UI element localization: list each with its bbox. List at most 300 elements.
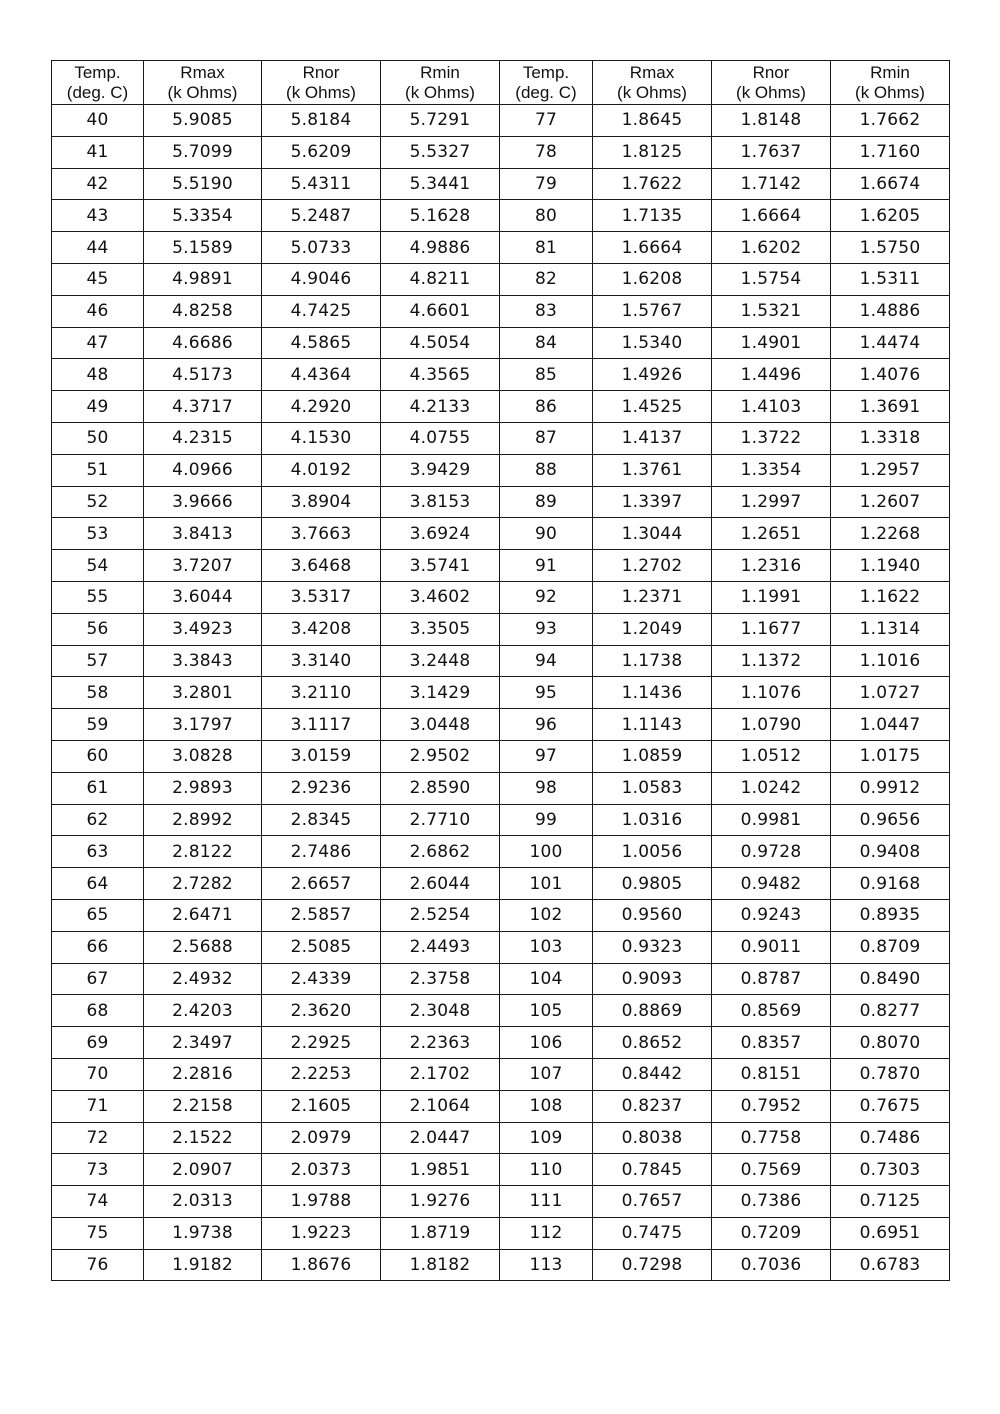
rnor-cell: 1.2316	[712, 550, 831, 582]
rmin-cell: 1.5311	[831, 263, 950, 295]
temp-cell: 41	[52, 136, 144, 168]
rnor-cell: 5.0733	[262, 232, 381, 264]
temp-cell: 66	[52, 931, 144, 963]
table-row	[52, 1154, 950, 1186]
rmax-cell: 5.9085	[144, 105, 262, 137]
rnor-cell: 0.7758	[712, 1122, 831, 1154]
rmin-cell: 0.9168	[831, 868, 950, 900]
rnor-cell: 1.0242	[712, 772, 831, 804]
rmax-cell: 2.5688	[144, 931, 262, 963]
rmin-header-left	[381, 61, 500, 105]
table-row	[52, 677, 950, 709]
table-row	[52, 454, 950, 486]
temp-cell: 99	[500, 804, 593, 836]
rmin-cell: 1.2268	[831, 518, 950, 550]
temp-cell: 49	[52, 391, 144, 423]
table-row	[52, 518, 950, 550]
temp-cell: 48	[52, 359, 144, 391]
rmin-cell: 2.3758	[381, 963, 500, 995]
rmin-cell: 0.6783	[831, 1249, 950, 1281]
temp-cell: 54	[52, 550, 144, 582]
table-row	[52, 1090, 950, 1122]
temp-cell: 109	[500, 1122, 593, 1154]
column-header-unit: (deg. C)	[515, 82, 577, 102]
rmin-cell: 4.6601	[381, 295, 500, 327]
rmax-cell: 2.0313	[144, 1186, 262, 1218]
rmax-cell: 1.0316	[593, 804, 712, 836]
rnor-cell: 2.3620	[262, 995, 381, 1027]
temp-cell: 62	[52, 804, 144, 836]
rmax-cell: 1.4137	[593, 422, 712, 454]
temp-cell: 47	[52, 327, 144, 359]
column-header-unit: (k Ohms)	[736, 82, 806, 102]
temp-cell: 110	[500, 1154, 593, 1186]
rnor-cell: 1.0512	[712, 740, 831, 772]
temp-cell: 59	[52, 709, 144, 741]
rmax-cell: 1.8645	[593, 105, 712, 137]
table-row	[52, 295, 950, 327]
rmax-cell: 3.3843	[144, 645, 262, 677]
rmax-cell: 0.7475	[593, 1217, 712, 1249]
rnor-cell: 0.9728	[712, 836, 831, 868]
rnor-cell: 1.3354	[712, 454, 831, 486]
rnor-cell: 0.9243	[712, 899, 831, 931]
rmax-cell: 5.5190	[144, 168, 262, 200]
rmin-cell: 0.9912	[831, 772, 950, 804]
rmin-cell: 3.6924	[381, 518, 500, 550]
rmax-cell: 1.3397	[593, 486, 712, 518]
rmin-cell: 1.2607	[831, 486, 950, 518]
rmax-cell: 2.0907	[144, 1154, 262, 1186]
rmax-cell: 3.8413	[144, 518, 262, 550]
temp-cell: 69	[52, 1027, 144, 1059]
rnor-cell: 5.8184	[262, 105, 381, 137]
rmin-cell: 0.9656	[831, 804, 950, 836]
rmin-cell: 0.8490	[831, 963, 950, 995]
rnor-cell: 3.7663	[262, 518, 381, 550]
rmax-cell: 1.7622	[593, 168, 712, 200]
rnor-cell: 1.0790	[712, 709, 831, 741]
rnor-cell: 1.8676	[262, 1249, 381, 1281]
table-row	[52, 1122, 950, 1154]
rmax-cell: 2.8122	[144, 836, 262, 868]
rmax-cell: 1.7135	[593, 200, 712, 232]
rmax-cell: 1.9738	[144, 1217, 262, 1249]
rmax-cell: 2.1522	[144, 1122, 262, 1154]
table-row	[52, 613, 950, 645]
temp-cell: 103	[500, 931, 593, 963]
rnor-cell: 5.4311	[262, 168, 381, 200]
rmax-cell: 2.2816	[144, 1058, 262, 1090]
column-header-unit: (k Ohms)	[286, 82, 356, 102]
temp-cell: 106	[500, 1027, 593, 1059]
rnor-cell: 3.8904	[262, 486, 381, 518]
rnor-cell: 2.8345	[262, 804, 381, 836]
rnor-cell: 1.1677	[712, 613, 831, 645]
rmax-cell: 2.4932	[144, 963, 262, 995]
rmin-cell: 4.2133	[381, 391, 500, 423]
rmax-cell: 3.4923	[144, 613, 262, 645]
temp-cell: 65	[52, 899, 144, 931]
rnor-header-right	[712, 61, 831, 105]
rmax-cell: 3.9666	[144, 486, 262, 518]
table-row	[52, 200, 950, 232]
rnor-header-left	[262, 61, 381, 105]
rmin-cell: 1.7160	[831, 136, 950, 168]
rmin-cell: 3.1429	[381, 677, 500, 709]
rnor-cell: 0.8787	[712, 963, 831, 995]
rmin-cell: 2.4493	[381, 931, 500, 963]
temp-cell: 82	[500, 263, 593, 295]
rmax-cell: 1.2702	[593, 550, 712, 582]
rmax-cell: 1.2049	[593, 613, 712, 645]
rnor-cell: 4.0192	[262, 454, 381, 486]
temp-cell: 113	[500, 1249, 593, 1281]
table-row	[52, 581, 950, 613]
rmin-cell: 1.0727	[831, 677, 950, 709]
rmin-cell: 2.0447	[381, 1122, 500, 1154]
table-row	[52, 232, 950, 264]
temp-cell: 72	[52, 1122, 144, 1154]
rmin-header-right	[831, 61, 950, 105]
rmin-cell: 1.1314	[831, 613, 950, 645]
rmax-cell: 2.2158	[144, 1090, 262, 1122]
table-row	[52, 168, 950, 200]
rmax-cell: 1.2371	[593, 581, 712, 613]
temp-cell: 101	[500, 868, 593, 900]
rnor-cell: 4.9046	[262, 263, 381, 295]
temp-header-left	[52, 61, 144, 105]
rmin-cell: 1.4886	[831, 295, 950, 327]
rmax-cell: 1.5340	[593, 327, 712, 359]
rmin-cell: 0.7675	[831, 1090, 950, 1122]
table-row	[52, 1249, 950, 1281]
rmax-cell: 1.1738	[593, 645, 712, 677]
rmin-cell: 3.5741	[381, 550, 500, 582]
temp-cell: 74	[52, 1186, 144, 1218]
rmax-cell: 0.8038	[593, 1122, 712, 1154]
temp-cell: 52	[52, 486, 144, 518]
rmax-cell: 1.6664	[593, 232, 712, 264]
rmax-cell: 0.9805	[593, 868, 712, 900]
table-row	[52, 136, 950, 168]
rnor-cell: 1.9788	[262, 1186, 381, 1218]
rmin-cell: 2.1702	[381, 1058, 500, 1090]
rmin-cell: 2.1064	[381, 1090, 500, 1122]
rnor-cell: 3.1117	[262, 709, 381, 741]
column-header-unit: (k Ohms)	[617, 82, 687, 102]
rmax-cell: 1.0583	[593, 772, 712, 804]
rmin-cell: 0.8070	[831, 1027, 950, 1059]
table-row	[52, 772, 950, 804]
temp-cell: 51	[52, 454, 144, 486]
rnor-cell: 2.5857	[262, 899, 381, 931]
rmin-cell: 0.7486	[831, 1122, 950, 1154]
rmin-cell: 5.5327	[381, 136, 500, 168]
rnor-cell: 3.2110	[262, 677, 381, 709]
rmax-cell: 3.7207	[144, 550, 262, 582]
temp-cell: 80	[500, 200, 593, 232]
rmax-cell: 0.7657	[593, 1186, 712, 1218]
rmax-cell: 0.8442	[593, 1058, 712, 1090]
rmax-cell: 2.4203	[144, 995, 262, 1027]
temp-cell: 76	[52, 1249, 144, 1281]
rmax-cell: 1.9182	[144, 1249, 262, 1281]
table-row	[52, 709, 950, 741]
rmin-cell: 1.9851	[381, 1154, 500, 1186]
rmin-cell: 0.8935	[831, 899, 950, 931]
temp-cell: 73	[52, 1154, 144, 1186]
temp-cell: 46	[52, 295, 144, 327]
rmax-cell: 0.7845	[593, 1154, 712, 1186]
temp-cell: 79	[500, 168, 593, 200]
temp-cell: 104	[500, 963, 593, 995]
rnor-cell: 1.5754	[712, 263, 831, 295]
temp-cell: 83	[500, 295, 593, 327]
temp-cell: 70	[52, 1058, 144, 1090]
temp-cell: 112	[500, 1217, 593, 1249]
table-row	[52, 899, 950, 931]
table-row	[52, 105, 950, 137]
table-row	[52, 1027, 950, 1059]
resistance-temperature-table	[51, 60, 950, 1281]
table-row	[52, 422, 950, 454]
temp-cell: 108	[500, 1090, 593, 1122]
rnor-cell: 0.7386	[712, 1186, 831, 1218]
rmin-cell: 1.1016	[831, 645, 950, 677]
rmin-cell: 1.9276	[381, 1186, 500, 1218]
rmax-header-right	[593, 61, 712, 105]
rnor-cell: 2.1605	[262, 1090, 381, 1122]
rnor-cell: 1.7142	[712, 168, 831, 200]
rnor-cell: 2.5085	[262, 931, 381, 963]
rmax-cell: 1.0056	[593, 836, 712, 868]
rmax-cell: 0.9323	[593, 931, 712, 963]
rnor-cell: 0.7209	[712, 1217, 831, 1249]
rnor-cell: 4.5865	[262, 327, 381, 359]
rmax-header-left	[144, 61, 262, 105]
table-header	[52, 61, 950, 105]
temp-cell: 91	[500, 550, 593, 582]
rmin-cell: 0.9408	[831, 836, 950, 868]
rnor-cell: 1.5321	[712, 295, 831, 327]
temp-cell: 57	[52, 645, 144, 677]
rnor-cell: 0.7952	[712, 1090, 831, 1122]
table-row	[52, 963, 950, 995]
rnor-cell: 1.3722	[712, 422, 831, 454]
table-row	[52, 327, 950, 359]
temp-cell: 94	[500, 645, 593, 677]
rmin-cell: 0.7870	[831, 1058, 950, 1090]
rmin-cell: 2.2363	[381, 1027, 500, 1059]
rnor-cell: 4.7425	[262, 295, 381, 327]
rmin-cell: 5.1628	[381, 200, 500, 232]
temp-cell: 86	[500, 391, 593, 423]
temp-cell: 58	[52, 677, 144, 709]
rmax-cell: 4.3717	[144, 391, 262, 423]
rnor-cell: 2.2925	[262, 1027, 381, 1059]
rmin-cell: 1.6674	[831, 168, 950, 200]
table-row	[52, 995, 950, 1027]
temp-cell: 71	[52, 1090, 144, 1122]
rmin-cell: 1.5750	[831, 232, 950, 264]
rnor-cell: 0.7569	[712, 1154, 831, 1186]
rmin-cell: 2.6044	[381, 868, 500, 900]
table-row	[52, 1186, 950, 1218]
temp-cell: 95	[500, 677, 593, 709]
rnor-cell: 0.9011	[712, 931, 831, 963]
table-row	[52, 486, 950, 518]
table-row	[52, 804, 950, 836]
rmax-cell: 2.9893	[144, 772, 262, 804]
rmin-cell: 5.7291	[381, 105, 500, 137]
rmax-cell: 3.2801	[144, 677, 262, 709]
temp-cell: 90	[500, 518, 593, 550]
rnor-cell: 0.8569	[712, 995, 831, 1027]
table-row	[52, 740, 950, 772]
rnor-cell: 1.8148	[712, 105, 831, 137]
column-header-unit: (k Ohms)	[405, 82, 475, 102]
rmin-cell: 1.0447	[831, 709, 950, 741]
rmax-cell: 0.8237	[593, 1090, 712, 1122]
rnor-cell: 1.2651	[712, 518, 831, 550]
temp-cell: 53	[52, 518, 144, 550]
rnor-cell: 2.6657	[262, 868, 381, 900]
rnor-cell: 0.9482	[712, 868, 831, 900]
temp-cell: 97	[500, 740, 593, 772]
table-row	[52, 1217, 950, 1249]
rnor-cell: 2.7486	[262, 836, 381, 868]
column-header-label: Temp.	[74, 62, 121, 82]
rmax-cell: 2.3497	[144, 1027, 262, 1059]
rnor-cell: 3.4208	[262, 613, 381, 645]
rmax-cell: 1.8125	[593, 136, 712, 168]
rnor-cell: 3.6468	[262, 550, 381, 582]
rmax-cell: 2.7282	[144, 868, 262, 900]
rmin-cell: 4.0755	[381, 422, 500, 454]
rnor-cell: 1.1991	[712, 581, 831, 613]
temp-cell: 96	[500, 709, 593, 741]
rmax-cell: 4.0966	[144, 454, 262, 486]
rmin-cell: 5.3441	[381, 168, 500, 200]
rnor-cell: 4.1530	[262, 422, 381, 454]
column-header-unit: (k Ohms)	[167, 82, 238, 102]
column-header-label: Rmax	[629, 62, 675, 82]
rnor-cell: 3.5317	[262, 581, 381, 613]
column-header-label: Rnor	[752, 62, 790, 82]
rnor-cell: 1.4103	[712, 391, 831, 423]
rmax-cell: 4.6686	[144, 327, 262, 359]
rmax-cell: 5.1589	[144, 232, 262, 264]
temp-cell: 93	[500, 613, 593, 645]
rmin-cell: 3.9429	[381, 454, 500, 486]
rnor-cell: 1.9223	[262, 1217, 381, 1249]
rmin-cell: 1.6205	[831, 200, 950, 232]
rnor-cell: 2.0979	[262, 1122, 381, 1154]
temp-cell: 56	[52, 613, 144, 645]
temp-cell: 78	[500, 136, 593, 168]
temp-cell: 50	[52, 422, 144, 454]
temp-cell: 87	[500, 422, 593, 454]
rmin-cell: 4.5054	[381, 327, 500, 359]
temp-cell: 67	[52, 963, 144, 995]
rmin-cell: 1.2957	[831, 454, 950, 486]
table-row	[52, 931, 950, 963]
rnor-cell: 1.2997	[712, 486, 831, 518]
rnor-cell: 2.4339	[262, 963, 381, 995]
temp-cell: 107	[500, 1058, 593, 1090]
rmax-cell: 1.3761	[593, 454, 712, 486]
rmin-cell: 1.3318	[831, 422, 950, 454]
rmax-cell: 3.6044	[144, 581, 262, 613]
rmax-cell: 4.2315	[144, 422, 262, 454]
rmax-cell: 4.8258	[144, 295, 262, 327]
column-header-unit: (deg. C)	[66, 82, 129, 102]
temp-cell: 88	[500, 454, 593, 486]
rmin-cell: 3.2448	[381, 645, 500, 677]
rmax-cell: 4.9891	[144, 263, 262, 295]
temp-cell: 111	[500, 1186, 593, 1218]
header-row	[52, 61, 950, 105]
rmin-cell: 1.7662	[831, 105, 950, 137]
column-header-label: Rmin	[420, 62, 460, 82]
rmax-cell: 1.5767	[593, 295, 712, 327]
rmin-cell: 2.6862	[381, 836, 500, 868]
rmax-cell: 3.1797	[144, 709, 262, 741]
column-header-label: Rnor	[302, 62, 340, 82]
rmax-cell: 1.1143	[593, 709, 712, 741]
rmax-cell: 1.4525	[593, 391, 712, 423]
rmin-cell: 1.1622	[831, 581, 950, 613]
rmax-cell: 4.5173	[144, 359, 262, 391]
rnor-cell: 1.6664	[712, 200, 831, 232]
table-row	[52, 391, 950, 423]
rnor-cell: 1.7637	[712, 136, 831, 168]
rnor-cell: 2.2253	[262, 1058, 381, 1090]
table-row	[52, 645, 950, 677]
rmax-cell: 2.8992	[144, 804, 262, 836]
temp-cell: 43	[52, 200, 144, 232]
rnor-cell: 0.9981	[712, 804, 831, 836]
column-header-unit: (k Ohms)	[855, 82, 925, 102]
temp-cell: 44	[52, 232, 144, 264]
rmin-cell: 1.4474	[831, 327, 950, 359]
table-row	[52, 868, 950, 900]
temp-cell: 100	[500, 836, 593, 868]
rmax-cell: 2.6471	[144, 899, 262, 931]
temp-cell: 102	[500, 899, 593, 931]
temp-cell: 89	[500, 486, 593, 518]
column-header-label: Temp.	[522, 62, 570, 82]
rmax-cell: 0.9093	[593, 963, 712, 995]
temp-cell: 63	[52, 836, 144, 868]
rmin-cell: 4.9886	[381, 232, 500, 264]
table-row	[52, 836, 950, 868]
rmin-cell: 3.0448	[381, 709, 500, 741]
column-header-label: Rmax	[180, 62, 225, 82]
rmax-cell: 0.8652	[593, 1027, 712, 1059]
rnor-cell: 3.3140	[262, 645, 381, 677]
rnor-cell: 2.0373	[262, 1154, 381, 1186]
rmin-cell: 0.8277	[831, 995, 950, 1027]
rnor-cell: 2.9236	[262, 772, 381, 804]
rmax-cell: 0.7298	[593, 1249, 712, 1281]
temp-cell: 85	[500, 359, 593, 391]
rmin-cell: 1.4076	[831, 359, 950, 391]
temp-cell: 105	[500, 995, 593, 1027]
temp-cell: 40	[52, 105, 144, 137]
temp-cell: 42	[52, 168, 144, 200]
